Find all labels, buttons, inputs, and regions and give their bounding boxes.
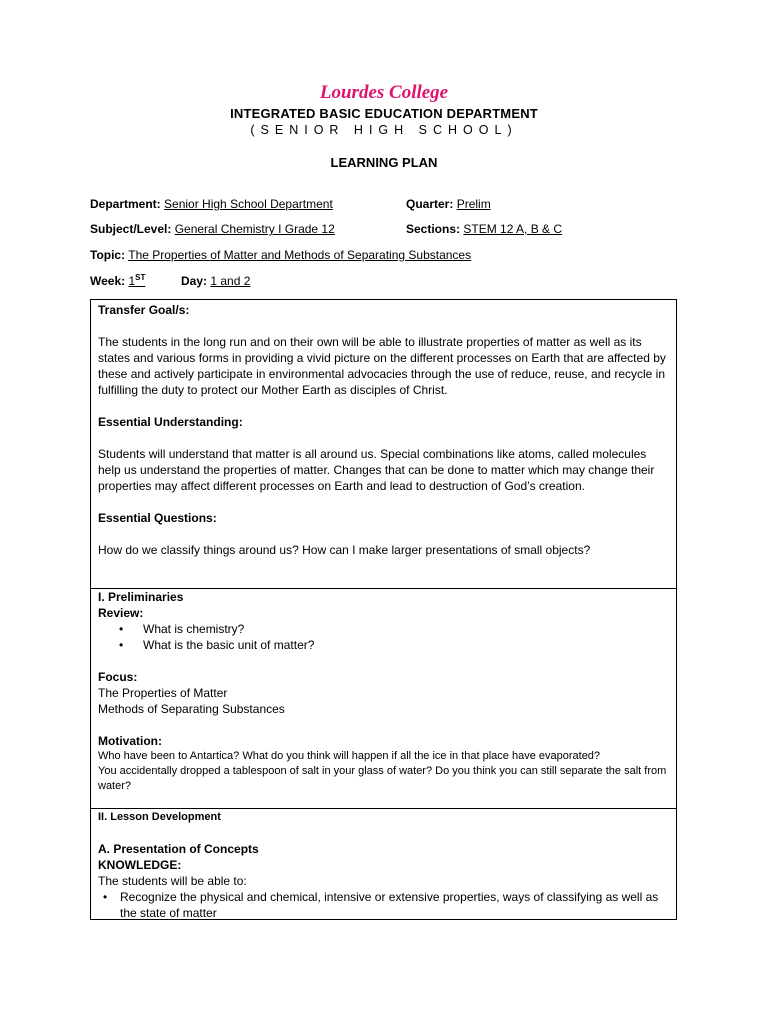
department-label: Department: <box>90 197 161 211</box>
department-value: Senior High School Department <box>164 197 333 211</box>
week-value: 1ST <box>128 273 146 288</box>
week-field <box>90 274 145 288</box>
focus-heading: Focus: <box>98 670 138 684</box>
topic-field <box>90 248 471 262</box>
lesson-development-heading: II. Lesson Development <box>98 811 221 823</box>
presentation-heading: A. Presentation of Concepts <box>98 842 259 856</box>
sections-value: STEM 12 A, B & C <box>463 222 563 236</box>
week-label: Week: <box>90 274 126 288</box>
day-label: Day: <box>181 274 208 288</box>
subject-value: General Chemistry I Grade 12 <box>174 222 335 236</box>
list-item: • What is chemistry? <box>119 622 245 636</box>
focus-item: Methods of Separating Substances <box>98 702 285 716</box>
knowledge-list <box>98 889 669 921</box>
essential-understanding-text: Students will understand that matter is all around us. Special combinations like atoms, called molecules help us understand the properties of matter. Changes that can be done to matter which may change their properties may affect different processes on Earth and lead to destruction of God’s creation. <box>98 447 655 493</box>
knowledge-heading: KNOWLEDGE: <box>98 858 182 872</box>
quarter-value: Prelim <box>456 197 491 211</box>
bullet-icon: • <box>119 622 124 636</box>
quarter-label: Quarter: <box>406 197 454 211</box>
motivation-heading: Motivation: <box>98 734 162 748</box>
bullet-icon: • <box>103 890 108 904</box>
review-list <box>98 621 669 653</box>
quarter-field <box>406 197 491 211</box>
motivation-question-2: You accidentally dropped a tablespoon of salt in your glass of water? Do you think you can still separate the salt from water? <box>98 765 667 792</box>
bullet-icon: • <box>119 638 124 652</box>
focus-item: The Properties of Matter <box>98 686 228 700</box>
transfer-goal-heading: Transfer Goal/s: <box>98 303 190 317</box>
transfer-goal-cell <box>91 300 676 589</box>
learning-plan-table <box>90 299 677 920</box>
day-field <box>181 274 250 288</box>
motivation-question-1: Who have been to Antartica? What do you think will happen if all the ice in that place have evaporated? <box>98 750 601 762</box>
essential-questions-heading: Essential Questions: <box>98 511 217 525</box>
document-title: LEARNING PLAN <box>330 155 438 170</box>
preliminaries-cell <box>91 589 676 809</box>
able-text: The students will be able to: <box>98 874 247 888</box>
lesson-development-cell <box>91 809 676 919</box>
department-heading: INTEGRATED BASIC EDUCATION DEPARTMENT <box>230 106 538 121</box>
review-heading: Review: <box>98 606 144 620</box>
essential-understanding-heading: Essential Understanding: <box>98 415 243 429</box>
topic-value: The Properties of Matter and Methods of Separating Substances <box>128 248 472 262</box>
sections-label: Sections: <box>406 222 461 236</box>
list-item: • What is the basic unit of matter? <box>119 638 315 652</box>
subject-label: Subject/Level: <box>90 222 172 236</box>
college-logo-text: Lourdes College <box>319 82 449 103</box>
sections-field <box>406 222 562 236</box>
school-subheading: (SENIOR HIGH SCHOOL) <box>250 123 518 137</box>
department-field <box>90 197 333 211</box>
list-item: • Recognize the physical and chemical, intensive or extensive properties, ways of classifying as well as the state of matter <box>103 890 659 920</box>
subject-field <box>90 222 335 236</box>
preliminaries-heading: I. Preliminaries <box>98 590 184 604</box>
day-value: 1 and 2 <box>210 274 251 288</box>
essential-questions-text: How do we classify things around us? How can I make larger presentations of small objects? <box>98 543 591 557</box>
transfer-goal-text: The students in the long run and on their own will be able to illustrate properties of matter as well as its states and various forms in providing a vivid picture on the different processes on Earth that are affected by these and actively participate in environmental advocacies through the use of reduce, reuse, and recycle in fulfilling the duty to protect our Mother Earth as disciples of Christ. <box>98 335 666 397</box>
topic-label: Topic: <box>90 248 126 262</box>
